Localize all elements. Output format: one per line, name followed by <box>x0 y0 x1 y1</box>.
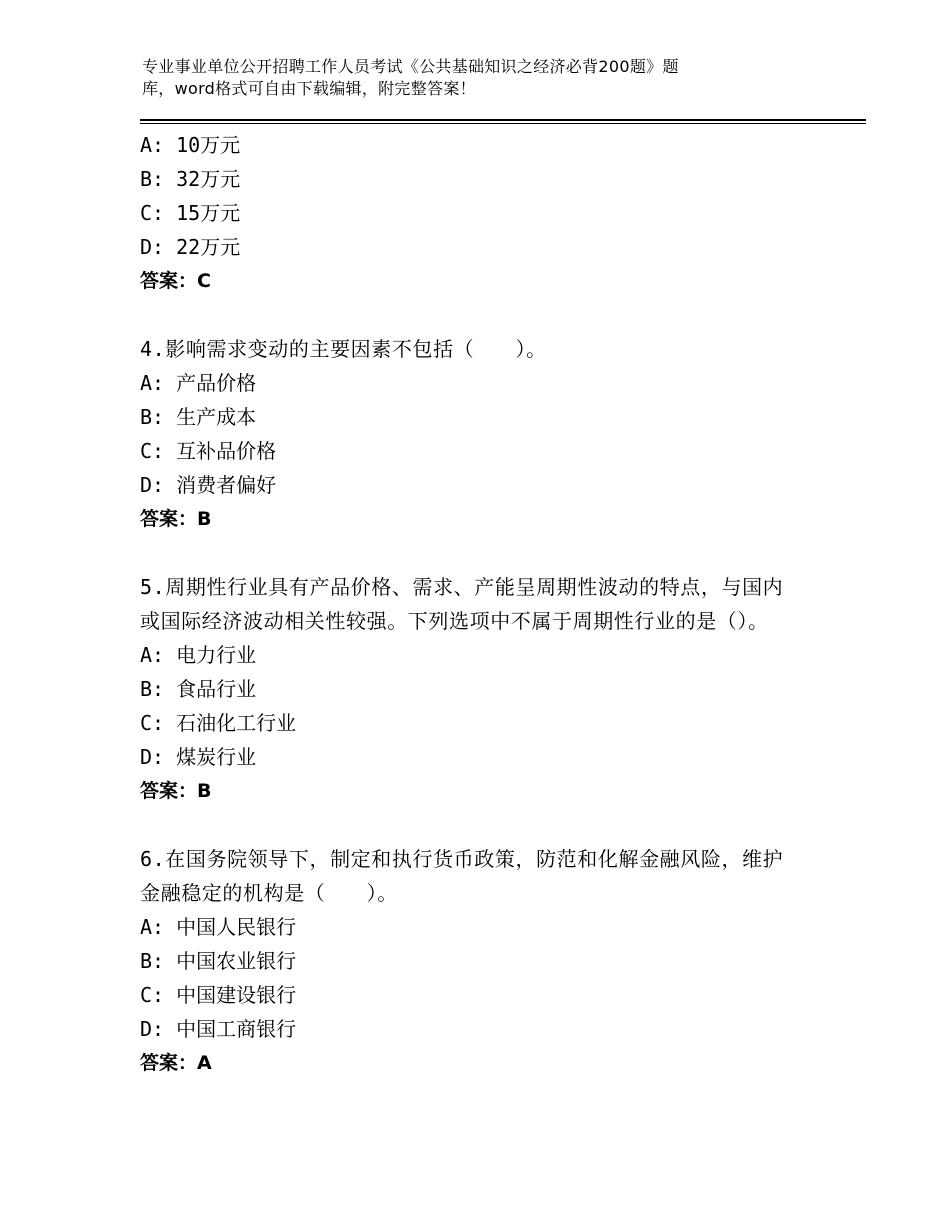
option-a: A: 电力行业 <box>140 643 257 667</box>
option-b: B: 32万元 <box>140 167 241 191</box>
option-c: C: 中国建设银行 <box>140 983 297 1007</box>
answer-label: 答案：B <box>140 508 212 530</box>
option-a: A: 产品价格 <box>140 371 257 395</box>
option-c: C: 石油化工行业 <box>140 711 297 735</box>
header-rule-thin <box>140 123 866 124</box>
question-6 <box>140 842 866 1080</box>
option-b: B: 生产成本 <box>140 405 257 429</box>
answer-label: 答案：B <box>140 780 212 802</box>
option-d: D: 煤炭行业 <box>140 745 257 769</box>
answer-label: 答案：C <box>140 270 211 292</box>
document-header-line-1: 专业事业单位公开招聘工作人员考试《公共基础知识之经济必背200题》题 <box>142 57 679 76</box>
question-text: 5.周期性行业具有产品价格、需求、产能呈周期性波动的特点，与国内或国际经济波动相关性较强。下列选项中不属于周期性行业的是（）。 <box>140 575 784 633</box>
question-text: 4.影响需求变动的主要因素不包括（ ）。 <box>140 337 547 361</box>
question-5 <box>140 570 866 808</box>
option-d: D: 中国工商银行 <box>140 1017 297 1041</box>
document-page <box>140 56 866 1080</box>
option-a: A: 10万元 <box>140 133 241 157</box>
option-d: D: 消费者偏好 <box>140 473 277 497</box>
question-3-continued <box>140 128 866 298</box>
header-rule-thick <box>140 119 866 121</box>
option-b: B: 中国农业银行 <box>140 949 297 973</box>
question-list <box>140 128 866 1080</box>
document-header-line-2: 库，word格式可自由下载编辑，附完整答案！ <box>142 79 476 98</box>
option-c: C: 互补品价格 <box>140 439 277 463</box>
question-4 <box>140 332 866 536</box>
answer-label: 答案：A <box>140 1052 212 1074</box>
question-text: 6.在国务院领导下，制定和执行货币政策，防范和化解金融风险，维护金融稳定的机构是（ ）。 <box>140 847 784 905</box>
option-a: A: 中国人民银行 <box>140 915 297 939</box>
option-b: B: 食品行业 <box>140 677 257 701</box>
option-d: D: 22万元 <box>140 235 241 259</box>
option-c: C: 15万元 <box>140 201 241 225</box>
